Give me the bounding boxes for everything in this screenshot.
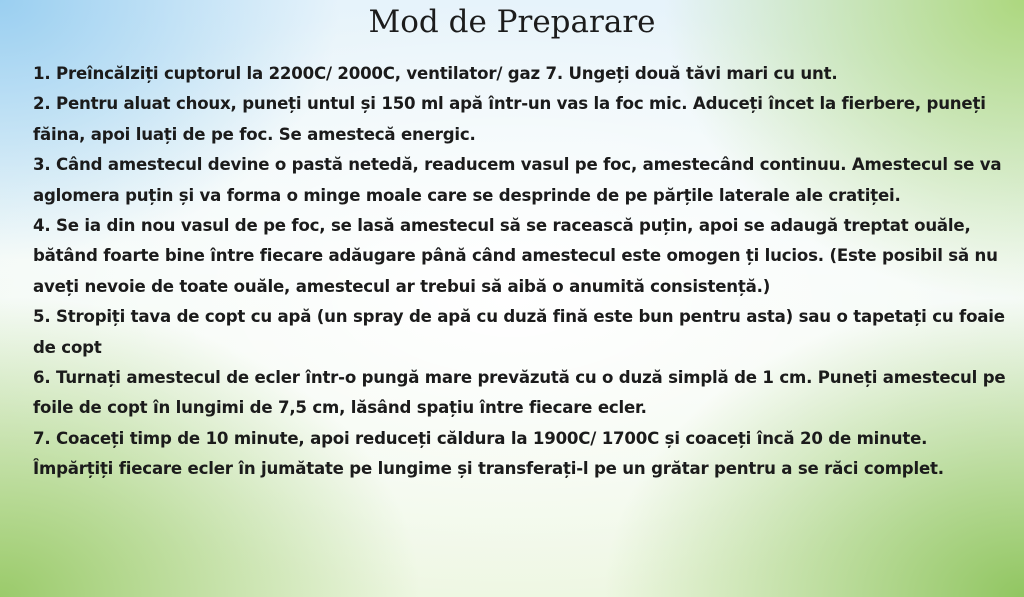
step-6: 6. Turnați amestecul de ecler într-o pungă mare prevăzută cu o duză simplă de 1 cm. Puneți amestecul pe foile de copt în lungimi de 7,5 cm, lăsând spațiu între fiecare ecler. (33, 368, 1006, 418)
step-1: 1. Preîncălziți cuptorul la 2200C/ 2000C, ventilator/ gaz 7. Ungeți două tăvi mari cu unt. (33, 64, 838, 83)
step-5: 5. Stropiți tava de copt cu apă (un spray de apă cu duză fină este bun pentru asta) sau o tapetați cu foaie de copt (33, 307, 1005, 357)
step-3: 3. Când amestecul devine o pastă netedă, readucem vasul pe foc, amestecând continuu. Amestecul se va aglomera puțin și va forma o minge moale care se desprinde de pe părțile laterale ale cratiței. (33, 155, 1002, 205)
page-title: Mod de Preparare (368, 4, 656, 40)
step-2: 2. Pentru aluat choux, puneți untul și 150 ml apă într-un vas la foc mic. Aduceți încet la fierbere, puneți făina, apoi luați de pe foc. Se amestecă energic. (33, 94, 986, 144)
preparation-steps-list (33, 59, 1008, 485)
step-4: 4. Se ia din nou vasul de pe foc, se lasă amestecul să se racească puțin, apoi se adaugă treptat ouăle, bătând foarte bine între fiecare adăugare până când amestecul este omogen ți lucios. (Este posibil să nu aveți nevoie de toate ouăle, amestecul ar trebui să aibă o anumită consistență.) (33, 216, 998, 296)
step-7: 7. Coaceți timp de 10 minute, apoi reduceți căldura la 1900C/ 1700C și coaceți încă 20 de minute. Împărțiți fiecare ecler în jumătate pe lungime și transferați-l pe un grătar pentru a se răci complet. (33, 428, 944, 479)
